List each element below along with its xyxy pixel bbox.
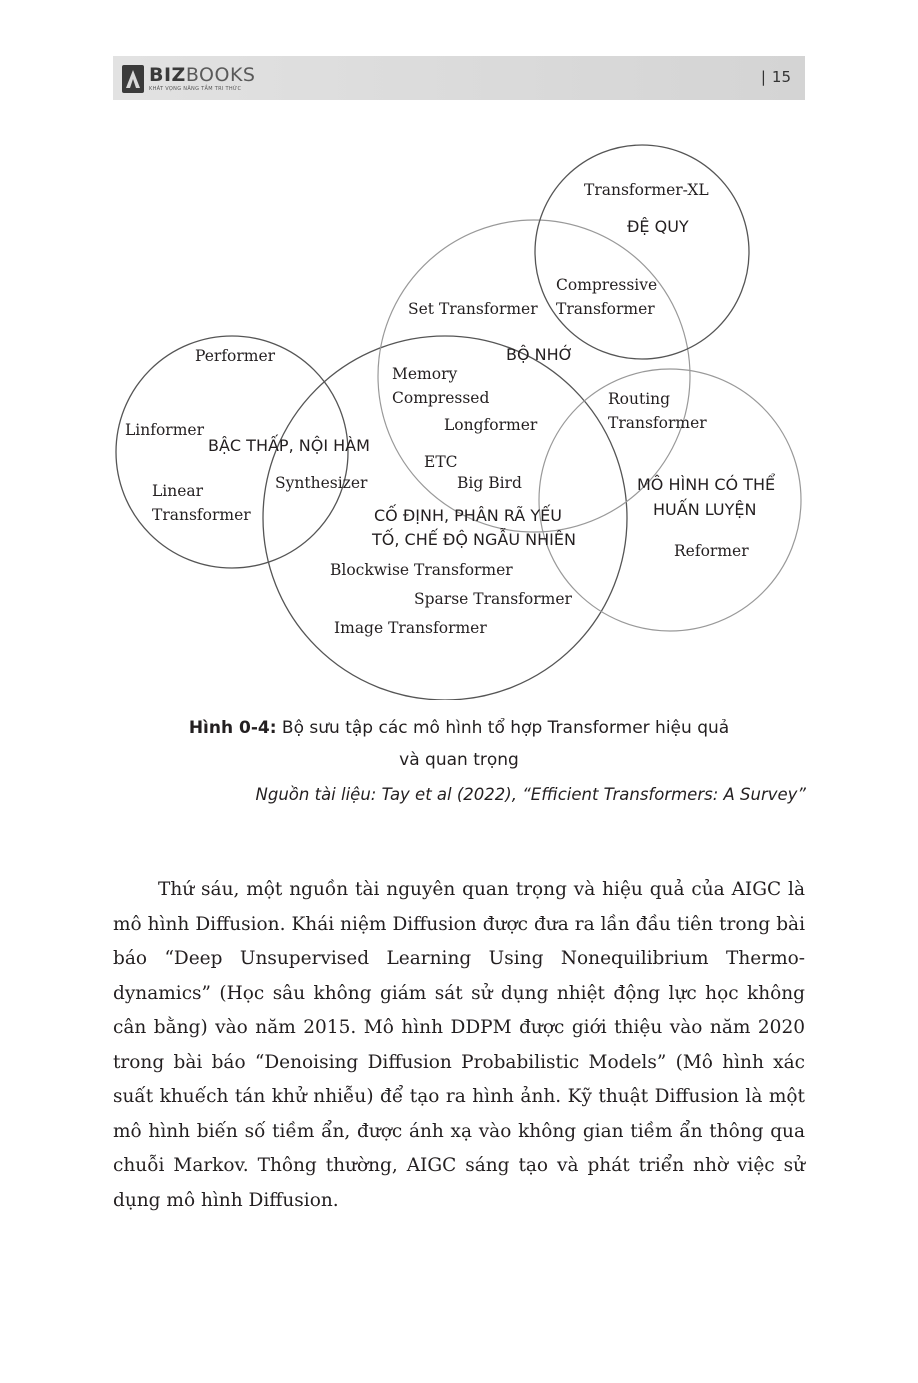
label-linformer: Linformer bbox=[125, 421, 204, 439]
label-etc: ETC bbox=[424, 453, 458, 471]
label-sparse: Sparse Transformer bbox=[414, 590, 572, 608]
body-paragraph: Thứ sáu, một nguồn tài nguyên quan trọng và hiệu quả của AIGC là mô hình Diffusion. Khái niệm Diffusion được đưa ra lần đầu tiên trong bài báo “Deep Unsupervised Learning Using Nonequilibrium Thermo-dynamics” (Học sâu không giám sát sử dụng nhiệt động lực học không cân bằng) vào năm 2015. Mô hình DDPM được giới thiệu vào năm 2020 trong bài báo “Denoising Diffusion Probabilistic Models” (Mô hình xác suất khuếch tán khử nhiễu) để tạo ra hình ảnh. Kỹ thuật Diffusion là một mô hình biến số tiềm ẩn, được ánh xạ vào không gian tiềm ẩn thông qua chuỗi Markov. Thông thường, AIGC sáng tạo và phát triển nhờ việc sử dụng mô hình Diffusion. bbox=[113, 879, 805, 1211]
label-bo-nho: BỘ NHỚ bbox=[506, 345, 574, 364]
label-compressed: Compressed bbox=[392, 389, 490, 407]
label-trainable-2: HUẤN LUYỆN bbox=[653, 500, 757, 519]
label-fixed-1: CỐ ĐỊNH, PHÂN RÃ YẾU bbox=[374, 506, 562, 525]
label-fixed-2: TỐ, CHẾ ĐỘ NGẪU NHIÊN bbox=[372, 530, 576, 549]
label-routing-2: Transformer bbox=[608, 414, 707, 432]
brand-tagline: KHÁT VỌNG NÂNG TẦM TRI THỨC bbox=[149, 86, 242, 92]
figure-caption bbox=[100, 712, 818, 776]
label-bac-thap: BẬC THẤP, NỘI HÀM bbox=[208, 436, 370, 455]
caption-text-line2: và quan trọng bbox=[399, 750, 519, 770]
brand-bold: BIZ bbox=[149, 64, 186, 86]
label-big-bird: Big Bird bbox=[457, 474, 522, 492]
brand-rest: BOOKS bbox=[185, 64, 256, 86]
circle-recurrence bbox=[535, 145, 749, 359]
label-compressive-1: Compressive bbox=[556, 276, 658, 294]
label-transformer-xl: Transformer-XL bbox=[584, 181, 709, 199]
label-longformer: Longformer bbox=[444, 416, 538, 434]
label-de-quy: ĐỆ QUY bbox=[627, 217, 689, 236]
label-trainable-1: MÔ HÌNH CÓ THỂ bbox=[637, 475, 776, 494]
page-number: 15 bbox=[771, 68, 791, 86]
body-text bbox=[113, 873, 805, 1218]
caption-text-line1: Bộ sưu tập các mô hình tổ hợp Transformer hiệu quả bbox=[281, 718, 730, 738]
label-image: Image Transformer bbox=[334, 619, 487, 637]
label-set-transformer: Set Transformer bbox=[408, 300, 538, 318]
label-linear-1: Linear bbox=[152, 482, 204, 500]
figure-source: Nguồn tài liệu: Tay et al (2022), “Efficient Transformers: A Survey” bbox=[255, 785, 806, 804]
label-reformer: Reformer bbox=[674, 542, 749, 560]
label-performer: Performer bbox=[195, 347, 276, 365]
label-synthesizer: Synthesizer bbox=[275, 474, 368, 492]
caption-label: Hình 0-4: bbox=[188, 718, 277, 738]
page-separator: | bbox=[760, 68, 766, 86]
label-memory: Memory bbox=[392, 365, 458, 383]
label-routing-1: Routing bbox=[608, 390, 671, 408]
label-blockwise: Blockwise Transformer bbox=[330, 561, 513, 579]
label-linear-2: Transformer bbox=[152, 506, 251, 524]
label-compressive-2: Transformer bbox=[556, 300, 655, 318]
